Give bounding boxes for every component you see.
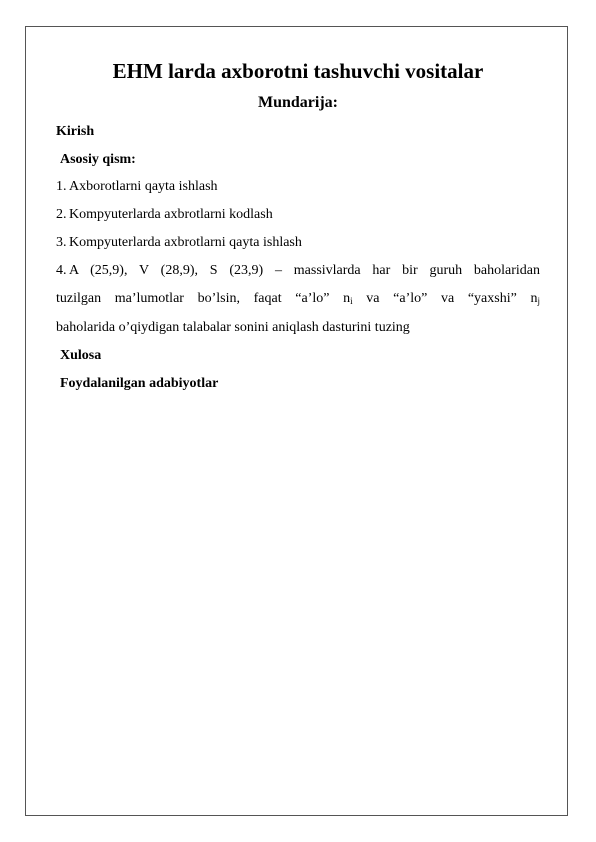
document-title: EHM larda axborotni tashuvchi vositalar (112, 59, 484, 83)
toc-item-number: 4. (56, 263, 67, 278)
toc-main-part: Asosiy qism: (60, 152, 136, 167)
subscript-i: i (350, 296, 353, 306)
toc-item-4-text-1: A (25,9), V (28,9), S (23,9) – massivlarda har bir guruh baholaridan (69, 263, 540, 278)
toc-conclusion: Xulosa (60, 348, 102, 363)
toc-item-text: Kompyuterlarda axbrotlarni kodlash (69, 207, 273, 222)
toc-item-4-text-2b: va “a’lo” va “yaxshi” n (352, 291, 538, 306)
toc-item-text: Kompyuterlarda axbrotlarni qayta ishlash (69, 235, 302, 250)
toc-item-2 (56, 205, 540, 225)
toc-heading: Mundarija: (258, 94, 338, 111)
subscript-j: j (537, 296, 540, 306)
toc-item-4-line-2 (56, 289, 540, 309)
toc-item-number: 1. (56, 179, 67, 194)
page-frame (25, 26, 568, 816)
toc-item-text: Axborotlarni qayta ishlash (69, 179, 218, 194)
toc-item-4-line-1 (56, 261, 540, 281)
toc-item-4-line-3: baholarida o’qiydigan talabalar sonini aniqlash dasturini tuzing (56, 320, 410, 335)
toc-intro: Kirish (56, 124, 95, 139)
toc-references: Foydalanilgan adabiyotlar (60, 376, 219, 391)
toc-item-1 (56, 177, 540, 197)
toc-item-number: 2. (56, 207, 67, 222)
toc-item-number: 3. (56, 235, 67, 250)
toc-item-3 (56, 233, 540, 253)
toc-item-4-text-2a: tuzilgan ma’lumotlar bo’lsin, faqat “a’lo” n (56, 291, 351, 306)
